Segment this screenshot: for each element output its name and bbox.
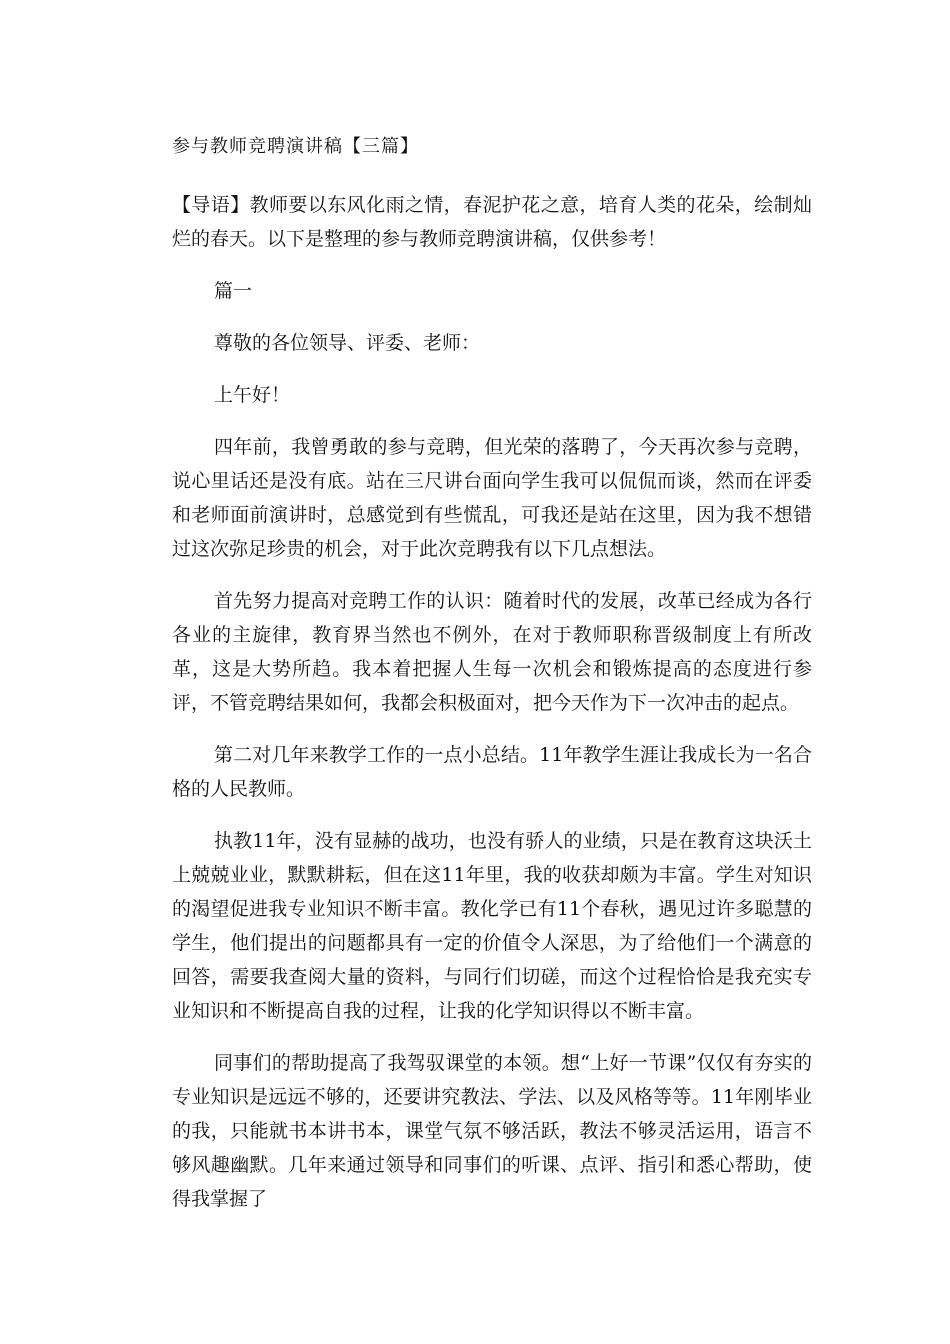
body-paragraph: 执教11年，没有显赫的战功，也没有骄人的业绩，只是在教育这块沃土上兢兢业业，默默耕耘，但在这11年里，我的收获却颇为丰富。学生对知识的渴望促进我专业知识不断丰富。教化学已有11个春秋，遇见过许多聪慧的学生，他们提出的问题都具有一定的价值令人深思，为了给他们一个满意的回答，需要我查阅大量的资料，与同行们切磋，而这个过程恰恰是我充实专业知识和不断提高自我的过程，让我的化学知识得以不断丰富。 bbox=[172, 830, 812, 1022]
body-paragraph: 四年前，我曾勇敢的参与竞聘，但光荣的落聘了，今天再次参与竞聘，说心里话还是没有底。站在三尺讲台面向学生我可以侃侃而谈，然而在评委和老师面前演讲时，总感觉到有些慌乱，可我还是站在这里，因为我不想错过这次弥足珍贵的机会，对于此次竞聘我有以下几点想法。 bbox=[172, 436, 812, 560]
section-heading: 篇一 bbox=[214, 280, 253, 302]
body-paragraph: 第二对几年来教学工作的一点小总结。11年教学生涯让我成长为一名合格的人民教师。 bbox=[172, 744, 812, 800]
greeting: 上午好！ bbox=[214, 384, 291, 406]
document-page bbox=[172, 130, 812, 1234]
body-paragraph: 首先努力提高对竞聘工作的认识：随着时代的发展，改革已经成为各行各业的主旋律，教育界当然也不例外，在对于教师职称晋级制度上有所改革，这是大势所趋。我本着把握人生每一次机会和锻炼提高的态度进行参评，不管竞聘结果如何，我都会积极面对，把今天作为下一次冲击的起点。 bbox=[172, 590, 812, 714]
body-paragraph: 同事们的帮助提高了我驾驭课堂的本领。想“上好一节课”仅仅有夯实的专业知识是远远不够的，还要讲究教法、学法、以及风格等等。11年刚毕业的我，只能就书本讲书本，课堂气氛不够活跃，教法不够灵活运用，语言不够风趣幽默。几年来通过领导和同事们的听课、点评、指引和悉心帮助，使得我掌握了 bbox=[172, 1052, 812, 1210]
salutation: 尊敬的各位领导、评委、老师： bbox=[214, 332, 481, 354]
intro-paragraph: 【导语】教师要以东风化雨之情，春泥护花之意，培育人类的花朵，绘制灿烂的春天。以下是整理的参与教师竞聘演讲稿，仅供参考！ bbox=[172, 194, 812, 250]
document-title: 参与教师竞聘演讲稿【三篇】 bbox=[172, 136, 419, 157]
